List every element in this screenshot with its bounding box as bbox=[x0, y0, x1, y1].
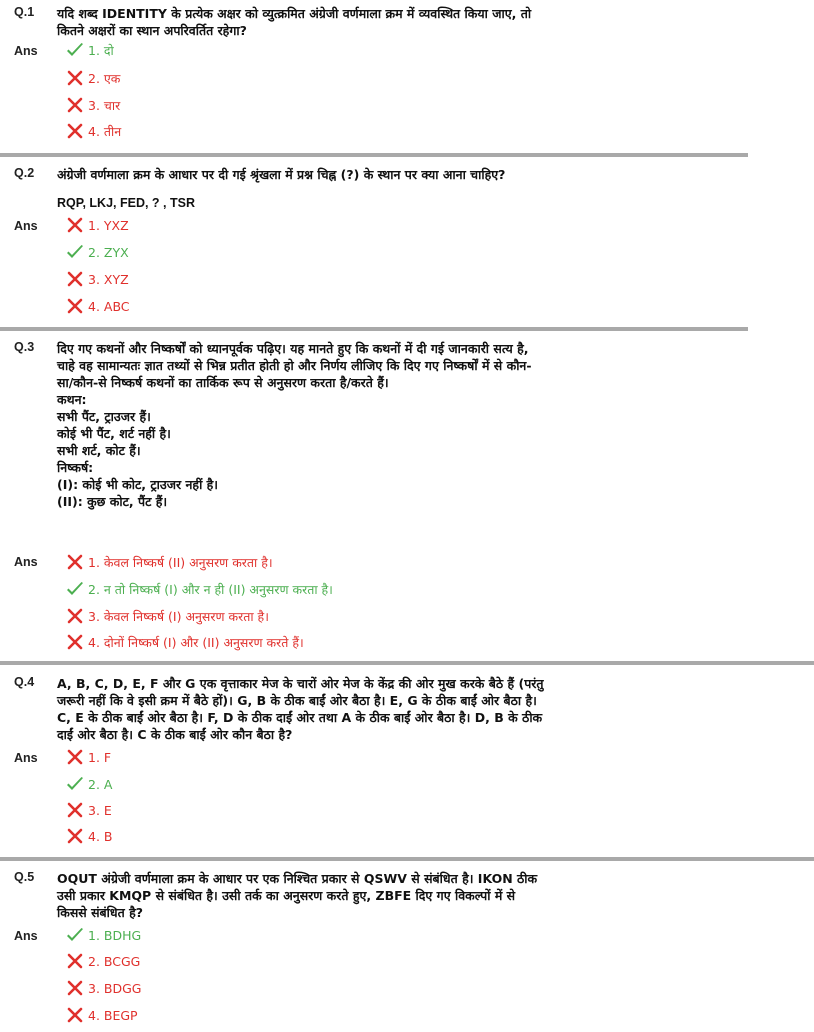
question-text-line: जरूरी नहीं कि वे इसी क्रम में बैठे हों)। G, B के ठीक बाईं ओर बैठा है। E, G के ठीक बाईं ओर बैठा है। bbox=[57, 693, 537, 708]
conclusions-heading: निष्कर्ष: bbox=[57, 460, 94, 475]
cross-icon bbox=[66, 608, 84, 624]
cross-icon bbox=[66, 953, 84, 969]
divider bbox=[0, 153, 748, 157]
question-text-line: अंग्रेजी वर्णमाला क्रम के आधार पर दी गई श्रृंखला में प्रश्न चिह्न (?) के स्थान पर क्या आना चाहिए? bbox=[57, 167, 506, 182]
option-3[interactable] bbox=[66, 607, 269, 625]
option-4[interactable] bbox=[66, 633, 304, 651]
option-3[interactable] bbox=[66, 270, 129, 288]
check-icon bbox=[66, 42, 84, 58]
option-4[interactable] bbox=[66, 122, 121, 140]
cross-icon bbox=[66, 123, 84, 139]
option-2[interactable] bbox=[66, 775, 112, 793]
cross-icon bbox=[66, 298, 84, 314]
question-number: Q.1 bbox=[14, 5, 35, 19]
option-4[interactable] bbox=[66, 1006, 138, 1024]
question-text-line: दिए गए कथनों और निष्कर्षों को ध्यानपूर्वक पढ़िए। यह मानते हुए कि कथनों में दी गई जानकारी सत्य है, bbox=[57, 341, 529, 356]
option-3[interactable] bbox=[66, 801, 112, 819]
question-text-line: यदि शब्द IDENTITY के प्रत्येक अक्षर को व्युत्क्रमित अंग्रेजी वर्णमाला क्रम में व्यवस्थित किया जाए, तो bbox=[57, 6, 532, 21]
option-label: 2. ZYX bbox=[88, 244, 129, 260]
option-label: 3. चार bbox=[88, 97, 121, 113]
option-label: 4. BEGP bbox=[88, 1007, 138, 1023]
option-label: 2. एक bbox=[88, 70, 121, 86]
option-1[interactable] bbox=[66, 553, 273, 571]
option-label: 2. BCGG bbox=[88, 953, 141, 969]
option-label: 1. दो bbox=[88, 42, 114, 58]
option-label: 4. तीन bbox=[88, 123, 122, 139]
option-label: 3. BDGG bbox=[88, 980, 142, 996]
cross-icon bbox=[66, 634, 84, 650]
conclusion: (I): कोई भी कोट, ट्राउजर नहीं है। bbox=[57, 477, 219, 492]
question-text-line: दाईं ओर बैठा है। C के ठीक बाईं ओर कौन बैठा है? bbox=[57, 727, 293, 742]
option-label: 4. दोनों निष्कर्ष (I) और (II) अनुसरण करते हैं। bbox=[88, 634, 304, 650]
option-label: 1. F bbox=[88, 749, 112, 765]
answer-label: Ans bbox=[14, 44, 38, 58]
divider bbox=[0, 327, 748, 331]
question-text-line: C, E के ठीक बाईं ओर बैठा है। F, D के ठीक दाईं ओर तथा A के ठीक बाईं ओर बैठा है। D, B के ठीक bbox=[57, 710, 543, 725]
cross-icon bbox=[66, 980, 84, 996]
statement: सभी पैंट, ट्राउजर हैं। bbox=[57, 409, 151, 424]
check-icon bbox=[66, 244, 84, 260]
option-2[interactable] bbox=[66, 580, 333, 598]
option-3[interactable] bbox=[66, 979, 141, 997]
option-label: 2. न तो निष्कर्ष (I) और न ही (II) अनुसरण करता है। bbox=[88, 581, 333, 597]
question-text-line: उसी प्रकार KMQP से संबंधित है। उसी तर्क का अनुसरण करते हुए, ZBFE दिए गए विकल्पों में से bbox=[57, 888, 516, 903]
option-1[interactable] bbox=[66, 41, 114, 59]
option-1[interactable] bbox=[66, 926, 141, 944]
option-4[interactable] bbox=[66, 297, 130, 315]
option-2[interactable] bbox=[66, 243, 129, 261]
check-icon bbox=[66, 776, 84, 792]
divider bbox=[0, 857, 814, 861]
question-number: Q.2 bbox=[14, 166, 35, 180]
question-text bbox=[57, 870, 597, 921]
option-4[interactable] bbox=[66, 827, 112, 845]
question-text-line: सा/कौन-से निष्कर्ष कथनों का तार्किक रूप से अनुसरण करता है/करते हैं। bbox=[57, 375, 389, 390]
option-label: 4. B bbox=[88, 828, 113, 844]
option-label: 1. केवल निष्कर्ष (II) अनुसरण करता है। bbox=[88, 554, 273, 570]
check-icon bbox=[66, 581, 84, 597]
statements-heading: कथन: bbox=[57, 392, 87, 407]
cross-icon bbox=[66, 828, 84, 844]
question-text bbox=[57, 5, 605, 39]
answer-label: Ans bbox=[14, 751, 38, 765]
question-text-line: कितने अक्षरों का स्थान अपरिवर्तित रहेगा? bbox=[57, 23, 247, 38]
conclusion: (II): कुछ कोट, पैंट हैं। bbox=[57, 494, 168, 509]
question-number: Q.5 bbox=[14, 870, 35, 884]
option-3[interactable] bbox=[66, 96, 120, 114]
answer-label: Ans bbox=[14, 929, 38, 943]
answer-label: Ans bbox=[14, 555, 38, 569]
question-text-line: किससे संबंधित है? bbox=[57, 905, 143, 920]
question-text bbox=[57, 166, 617, 212]
answer-label: Ans bbox=[14, 219, 38, 233]
series-text: RQP, LKJ, FED, ? , TSR bbox=[57, 196, 195, 210]
option-label: 3. XYZ bbox=[88, 271, 129, 287]
cross-icon bbox=[66, 554, 84, 570]
question-text bbox=[57, 675, 597, 743]
cross-icon bbox=[66, 749, 84, 765]
option-label: 1. BDHG bbox=[88, 927, 142, 943]
statement: कोई भी पैंट, शर्ट नहीं है। bbox=[57, 426, 171, 441]
question-number: Q.3 bbox=[14, 340, 35, 354]
statement: सभी शर्ट, कोट हैं। bbox=[57, 443, 141, 458]
question-text-line: चाहे वह सामान्यतः ज्ञात तथ्यों से भिन्न प्रतीत होती हो और निर्णय लीजिए कि दिए गए निष्कर्षों में से कौन- bbox=[57, 358, 532, 373]
cross-icon bbox=[66, 802, 84, 818]
option-label: 3. E bbox=[88, 802, 112, 818]
option-2[interactable] bbox=[66, 952, 140, 970]
option-label: 4. ABC bbox=[88, 298, 130, 314]
question-text-line: OQUT अंग्रेजी वर्णमाला क्रम के आधार पर एक निश्चित प्रकार से QSWV से संबंधित है। IKON ठीक bbox=[57, 871, 538, 886]
option-label: 3. केवल निष्कर्ष (I) अनुसरण करता है। bbox=[88, 608, 269, 624]
option-label: 2. A bbox=[88, 776, 113, 792]
question-text-line: A, B, C, D, E, F और G एक वृत्ताकार मेज के चारों ओर मेज के केंद्र की ओर मुख करके बैठे हैं (परंतु bbox=[57, 676, 544, 691]
check-icon bbox=[66, 927, 84, 943]
cross-icon bbox=[66, 271, 84, 287]
cross-icon bbox=[66, 1007, 84, 1023]
option-label: 1. YXZ bbox=[88, 217, 129, 233]
question-text bbox=[57, 340, 605, 510]
option-2[interactable] bbox=[66, 69, 120, 87]
cross-icon bbox=[66, 97, 84, 113]
option-1[interactable] bbox=[66, 216, 129, 234]
question-number: Q.4 bbox=[14, 675, 35, 689]
cross-icon bbox=[66, 217, 84, 233]
cross-icon bbox=[66, 70, 84, 86]
divider bbox=[0, 661, 814, 665]
option-1[interactable] bbox=[66, 748, 111, 766]
